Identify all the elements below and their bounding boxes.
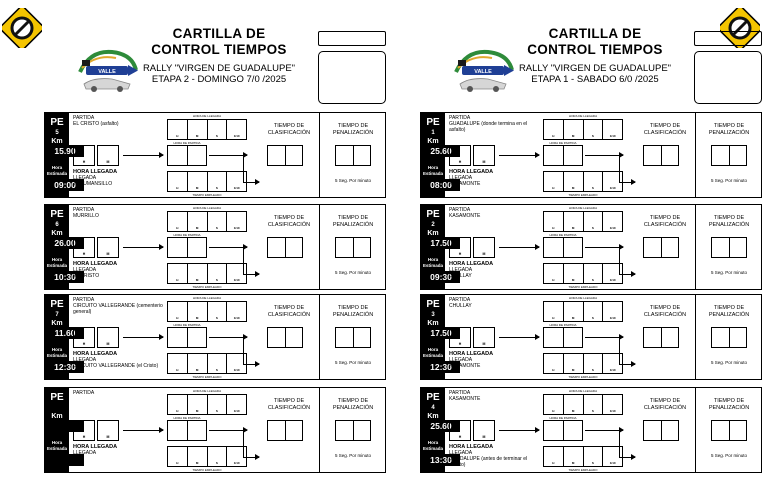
arrow-right-icon — [499, 430, 539, 431]
time-grid[interactable]: H M S 1/10 — [167, 353, 247, 374]
card-subtitle — [518, 63, 672, 85]
start-hour-box[interactable]: H — [73, 145, 95, 166]
arrow-right-icon — [243, 364, 259, 365]
departure-time-grid[interactable] — [543, 420, 583, 441]
stage-card — [420, 204, 762, 290]
classification-time-box[interactable] — [643, 237, 679, 258]
stage-km-value: 25.60 — [422, 420, 460, 432]
start-minute-box[interactable]: M — [473, 237, 495, 258]
llegada-block — [449, 444, 544, 468]
start-minute-box[interactable]: M — [97, 327, 119, 348]
arrow-right-icon — [123, 337, 163, 338]
hora-estimada-label: Hora Estimada — [422, 440, 443, 451]
hora-llegada-caption: HORA DE LLEGADA — [568, 389, 598, 393]
penalty-time-box[interactable] — [711, 145, 747, 166]
penalty-rate-note: 5 Seg. Por minuto — [334, 178, 372, 183]
partida-block — [73, 207, 168, 219]
tiempo-clasificacion-label: TIEMPO DE CLASIFICACIÓN — [643, 123, 687, 136]
competitor-number-field[interactable] — [318, 31, 386, 46]
hora-llegada-caption: HORA DE LLEGADA — [192, 389, 222, 393]
tiempo-empleado-caption: TIEMPO EMPLEADO — [192, 285, 222, 289]
time-grid[interactable]: H M S 1/10 — [543, 119, 623, 140]
hora-partida-caption: HORA DE PARTIDA — [173, 323, 201, 327]
llegada-label: LLEGADA — [449, 450, 473, 456]
hora-estimada-label: Hora Estimada — [46, 165, 67, 176]
departure-time-grid[interactable] — [167, 145, 207, 166]
penalty-rate-note: 5 Seg. Por minuto — [334, 270, 372, 275]
tiempo-penalizacion-label: TIEMPO DE PENALIZACIÓN — [332, 398, 374, 411]
departure-time-grid[interactable] — [167, 327, 207, 348]
llegada-label: LLEGADA — [449, 175, 473, 181]
penalty-time-box[interactable] — [711, 237, 747, 258]
hora-llegada-label: HORA LLEGADA — [449, 261, 494, 267]
stage-estimated-time: 08:00 — [422, 179, 460, 191]
stage-card — [44, 294, 386, 380]
llegada-block — [449, 351, 544, 369]
start-minute-box[interactable]: M — [97, 420, 119, 441]
penalty-rate-note: 5 Seg. Por minuto — [710, 270, 748, 275]
partida-block — [73, 390, 168, 396]
llegada-block — [73, 444, 168, 456]
competitor-number-field[interactable] — [694, 31, 762, 46]
hora-llegada-label: HORA LLEGADA — [449, 169, 494, 175]
pe-label: PE — [50, 117, 64, 128]
stage-card — [420, 112, 762, 198]
llegada-block — [73, 169, 168, 187]
llegada-location: EL CRISTO — [73, 273, 100, 279]
classification-time-box[interactable] — [643, 327, 679, 348]
hora-llegada-label: HORA LLEGADA — [73, 444, 118, 450]
stage-km-value: 17.50 — [422, 327, 460, 339]
etapa-line: ETAPA 1 - SABADO 6/0 /2025 — [531, 74, 659, 85]
stage-number: 6 — [55, 222, 59, 228]
arrow-right-icon — [123, 247, 163, 248]
partida-location: EL CRISTO (asfalto) — [73, 121, 119, 127]
hora-estimada-label: Hora Estimada — [422, 165, 443, 176]
arrow-right-icon — [209, 247, 247, 248]
svg-text:VALLE: VALLE — [474, 69, 492, 75]
classification-time-box[interactable] — [267, 420, 303, 441]
time-grid[interactable]: H M S 1/10 — [167, 119, 247, 140]
km-label: Km — [51, 320, 63, 327]
partida-label: PARTIDA — [73, 390, 95, 396]
penalty-rate-note: 5 Seg. Por minuto — [710, 360, 748, 365]
stage-number: 4 — [431, 405, 435, 411]
tiempo-clasificacion-label: TIEMPO DE CLASIFICACIÓN — [643, 215, 687, 228]
tiempo-penalizacion-label: TIEMPO DE PENALIZACIÓN — [332, 215, 374, 228]
stage-card — [420, 387, 762, 473]
tiempo-clasificacion-label: TIEMPO DE CLASIFICACIÓN — [267, 123, 311, 136]
hora-partida-caption: HORA DE PARTIDA — [173, 233, 201, 237]
etapa-line: ETAPA 2 - DOMINGO 7/0 /2025 — [151, 74, 287, 85]
start-hour-box[interactable]: H — [449, 237, 471, 258]
partida-location: GUADALUPE (donde termina en el asfalto) — [449, 121, 528, 133]
arrow-right-icon — [619, 182, 635, 183]
km-label: Km — [427, 230, 439, 237]
time-grid[interactable]: H M S 1/10 — [167, 263, 247, 284]
time-grid[interactable]: H M S 1/10 — [167, 171, 247, 192]
hora-estimada-label: Hora Estimada — [422, 347, 443, 358]
classification-time-box[interactable] — [267, 327, 303, 348]
hora-llegada-label: HORA LLEGADA — [73, 261, 118, 267]
hora-llegada-caption: HORA DE LLEGADA — [192, 206, 222, 210]
start-minute-box[interactable]: M — [97, 145, 119, 166]
partida-label: PARTIDA — [449, 207, 471, 213]
arrow-right-icon — [243, 182, 259, 183]
penalty-rate-note: 5 Seg. Por minuto — [710, 453, 748, 458]
tiempo-penalizacion-label: TIEMPO DE PENALIZACIÓN — [708, 215, 750, 228]
tiempo-penalizacion-label: TIEMPO DE PENALIZACIÓN — [332, 123, 374, 136]
rally-logo-icon — [72, 46, 142, 96]
stage-estimated-time: 09:00 — [46, 179, 84, 191]
stamp-box[interactable] — [694, 51, 762, 104]
km-label: Km — [51, 230, 63, 237]
km-label: Km — [427, 413, 439, 420]
arrow-right-icon — [123, 430, 163, 431]
partida-label: PARTIDA — [73, 207, 95, 213]
stage-km-value: 11.60 — [46, 327, 84, 339]
hora-partida-caption: HORA DE PARTIDA — [549, 416, 577, 420]
time-grid[interactable]: H M S 1/10 — [543, 263, 623, 284]
stage-km-value: 25.60 — [422, 145, 460, 157]
departure-time-grid[interactable] — [167, 237, 207, 258]
llegada-label: LLEGADA — [73, 175, 97, 181]
stage-number: 1 — [431, 130, 435, 136]
card-title: CARTILLA DE CONTROL TIEMPOS — [151, 26, 287, 57]
time-grid[interactable]: H M S 1/10 — [167, 446, 247, 467]
arrow-right-icon — [209, 337, 247, 338]
tiempo-penalizacion-label: TIEMPO DE PENALIZACIÓN — [708, 305, 750, 318]
partida-block — [449, 297, 544, 309]
time-grid[interactable]: H M S 1/10 — [543, 353, 623, 374]
km-label: Km — [51, 138, 63, 145]
km-label: Km — [51, 413, 63, 420]
start-hour-box[interactable]: H — [449, 327, 471, 348]
partida-location: CIRCUITO VALLEGRANDE (cementerio general) — [73, 303, 163, 315]
stage-number: 7 — [55, 312, 59, 318]
arrow-right-icon — [499, 155, 539, 156]
tiempo-penalizacion-label: TIEMPO DE PENALIZACIÓN — [708, 123, 750, 136]
partida-label: PARTIDA — [449, 390, 471, 396]
hora-llegada-caption: HORA DE LLEGADA — [568, 296, 598, 300]
tiempo-clasificacion-label: TIEMPO DE CLASIFICACIÓN — [643, 305, 687, 318]
arrow-right-icon — [619, 457, 635, 458]
partida-location: KASAMONTE — [449, 396, 481, 402]
stage-km-value: 26.00 — [46, 237, 84, 249]
stage-number: 3 — [431, 312, 435, 318]
stage-card — [44, 112, 386, 198]
llegada-label: LLEGADA — [73, 450, 97, 456]
time-grid[interactable]: H M S 1/10 — [543, 394, 623, 415]
card-subtitle — [142, 63, 296, 85]
rally-name: RALLY "VIRGEN DE GUADALUPE" — [518, 63, 672, 74]
llegada-location: KASAMONTE — [449, 363, 481, 369]
time-grid[interactable]: H M S 1/10 — [543, 446, 623, 467]
tiempo-clasificacion-label: TIEMPO DE CLASIFICACIÓN — [267, 398, 311, 411]
stage-number: 2 — [431, 222, 435, 228]
llegada-location: TUCUMANSILLO — [73, 181, 113, 187]
hora-llegada-label: HORA LLEGADA — [73, 351, 118, 357]
partida-label: PARTIDA — [449, 297, 471, 303]
classification-time-box[interactable] — [643, 420, 679, 441]
classification-time-box[interactable] — [643, 145, 679, 166]
classification-time-box[interactable] — [267, 145, 303, 166]
start-minute-box[interactable]: M — [473, 420, 495, 441]
llegada-location: CHULLAY — [449, 273, 472, 279]
llegada-label: LLEGADA — [73, 267, 97, 273]
svg-text:VALLE: VALLE — [98, 69, 116, 75]
stage-estimated-time: 12:30 — [46, 361, 84, 373]
penalty-time-box[interactable] — [335, 145, 371, 166]
hora-llegada-label: HORA LLEGADA — [449, 444, 494, 450]
pe-label: PE — [426, 392, 440, 403]
tiempo-empleado-caption: TIEMPO EMPLEADO — [192, 468, 222, 472]
pe-label: PE — [426, 299, 440, 310]
departure-time-grid[interactable] — [543, 327, 583, 348]
partida-label: PARTIDA — [73, 115, 95, 121]
penalty-rate-note: 5 Seg. Por minuto — [334, 360, 372, 365]
tiempo-empleado-caption: TIEMPO EMPLEADO — [192, 375, 222, 379]
time-grid[interactable]: H M S 1/10 — [167, 211, 247, 232]
stage-card — [44, 387, 386, 473]
arrow-right-icon — [585, 155, 623, 156]
tiempo-empleado-caption: TIEMPO EMPLEADO — [192, 193, 222, 197]
tiempo-clasificacion-label: TIEMPO DE CLASIFICACIÓN — [267, 215, 311, 228]
time-grid[interactable]: H M S 1/10 — [543, 171, 623, 192]
penalty-time-box[interactable] — [711, 327, 747, 348]
llegada-label: LLEGADA — [73, 357, 97, 363]
partida-block — [449, 390, 544, 402]
penalty-time-box[interactable] — [335, 420, 371, 441]
hora-estimada-label: Hora Estimada — [46, 440, 67, 451]
no-entry-sign-icon — [2, 8, 42, 48]
partida-location: CHULLAY — [449, 303, 472, 309]
arrow-right-icon — [123, 155, 163, 156]
card-title: CARTILLA DE CONTROL TIEMPOS — [527, 26, 663, 57]
hora-partida-caption: HORA DE PARTIDA — [549, 141, 577, 145]
partida-block — [73, 297, 168, 315]
pe-label: PE — [50, 209, 64, 220]
penalty-time-box[interactable] — [335, 237, 371, 258]
stage-estimated-time: 09:30 — [422, 271, 460, 283]
stage-card — [44, 204, 386, 290]
partida-label: PARTIDA — [449, 115, 471, 121]
hora-estimada-label: Hora Estimada — [46, 347, 67, 358]
tiempo-clasificacion-label: TIEMPO DE CLASIFICACIÓN — [643, 398, 687, 411]
arrow-right-icon — [585, 337, 623, 338]
time-grid[interactable]: H M S 1/10 — [543, 211, 623, 232]
arrow-right-icon — [585, 430, 623, 431]
tiempo-clasificacion-label: TIEMPO DE CLASIFICACIÓN — [267, 305, 311, 318]
hora-partida-caption: HORA DE PARTIDA — [173, 141, 201, 145]
classification-time-box[interactable] — [267, 237, 303, 258]
partida-block — [449, 207, 544, 219]
start-minute-box[interactable]: M — [473, 327, 495, 348]
hora-llegada-caption: HORA DE LLEGADA — [192, 114, 222, 118]
llegada-label: LLEGADA — [449, 267, 473, 273]
arrow-right-icon — [585, 247, 623, 248]
stamp-box[interactable] — [318, 51, 386, 104]
hora-partida-caption: HORA DE PARTIDA — [549, 323, 577, 327]
arrow-right-icon — [619, 274, 635, 275]
etapa-2-card — [14, 0, 384, 503]
start-minute-box[interactable]: M — [97, 237, 119, 258]
time-grid[interactable]: H M S 1/10 — [167, 394, 247, 415]
tiempo-empleado-caption: TIEMPO EMPLEADO — [568, 285, 598, 289]
start-minute-box[interactable]: M — [473, 145, 495, 166]
arrow-right-icon — [209, 430, 247, 431]
stage-estimated-time: 12:30 — [422, 361, 460, 373]
hora-llegada-caption: HORA DE LLEGADA — [568, 206, 598, 210]
time-grid[interactable]: H M S 1/10 — [543, 301, 623, 322]
arrow-right-icon — [499, 247, 539, 248]
arrow-right-icon — [243, 457, 259, 458]
arrow-right-icon — [619, 364, 635, 365]
stage-card — [420, 294, 762, 380]
stage-km-value: 17.50 — [422, 237, 460, 249]
hora-llegada-label: HORA LLEGADA — [73, 169, 118, 175]
pe-label: PE — [426, 209, 440, 220]
llegada-location: GUADALUPE (antes de terminar el asfalto) — [449, 456, 528, 468]
partida-label: PARTIDA — [73, 297, 95, 303]
stage-estimated-time: 13:30 — [422, 454, 460, 466]
tiempo-penalizacion-label: TIEMPO DE PENALIZACIÓN — [708, 398, 750, 411]
penalty-rate-note: 5 Seg. Por minuto — [710, 178, 748, 183]
penalty-time-box[interactable] — [711, 420, 747, 441]
stage-km-value: 15.90 — [46, 145, 84, 157]
rally-logo-icon — [448, 46, 518, 96]
arrow-right-icon — [499, 337, 539, 338]
stage-number: 5 — [55, 130, 59, 136]
start-hour-box[interactable]: H — [73, 237, 95, 258]
llegada-block — [449, 169, 544, 187]
km-label: Km — [427, 138, 439, 145]
partida-location: KASAMONTE — [449, 213, 481, 219]
hora-llegada-label: HORA LLEGADA — [449, 351, 494, 357]
arrow-right-icon — [243, 274, 259, 275]
llegada-label: LLEGADA — [449, 357, 473, 363]
hora-llegada-caption: HORA DE LLEGADA — [192, 296, 222, 300]
partida-block — [73, 115, 168, 127]
pe-label: PE — [426, 117, 440, 128]
llegada-location: KASAMONTE — [449, 181, 481, 187]
departure-time-grid[interactable] — [167, 420, 207, 441]
llegada-block — [73, 261, 168, 279]
departure-time-grid[interactable] — [543, 237, 583, 258]
stage-estimated-time: 10:30 — [46, 271, 84, 283]
start-hour-box[interactable]: H — [449, 145, 471, 166]
pe-label: PE — [50, 392, 64, 403]
hora-partida-caption: HORA DE PARTIDA — [173, 416, 201, 420]
etapa-1-card — [390, 0, 760, 503]
time-grid[interactable]: H M S 1/10 — [167, 301, 247, 322]
departure-time-grid[interactable] — [543, 145, 583, 166]
tiempo-empleado-caption: TIEMPO EMPLEADO — [568, 468, 598, 472]
llegada-block — [73, 351, 168, 369]
pe-label: PE — [50, 299, 64, 310]
llegada-block — [449, 261, 544, 279]
partida-location: MURRILLO — [73, 213, 99, 219]
rally-name: RALLY "VIRGEN DE GUADALUPE" — [142, 63, 296, 74]
arrow-right-icon — [209, 155, 247, 156]
hora-llegada-caption: HORA DE LLEGADA — [568, 114, 598, 118]
start-hour-box[interactable]: H — [449, 420, 471, 441]
tiempo-empleado-caption: TIEMPO EMPLEADO — [568, 375, 598, 379]
llegada-location: CIRCUITO VALLEGRANDE (el Cristo) — [73, 363, 159, 369]
hora-partida-caption: HORA DE PARTIDA — [549, 233, 577, 237]
tiempo-empleado-caption: TIEMPO EMPLEADO — [568, 193, 598, 197]
partida-block — [449, 115, 544, 133]
hora-estimada-label: Hora Estimada — [46, 257, 67, 268]
penalty-rate-note: 5 Seg. Por minuto — [334, 453, 372, 458]
start-hour-box[interactable]: H — [73, 420, 95, 441]
penalty-time-box[interactable] — [335, 327, 371, 348]
hora-estimada-label: Hora Estimada — [422, 257, 443, 268]
tiempo-penalizacion-label: TIEMPO DE PENALIZACIÓN — [332, 305, 374, 318]
km-label: Km — [427, 320, 439, 327]
start-hour-box[interactable]: H — [73, 327, 95, 348]
